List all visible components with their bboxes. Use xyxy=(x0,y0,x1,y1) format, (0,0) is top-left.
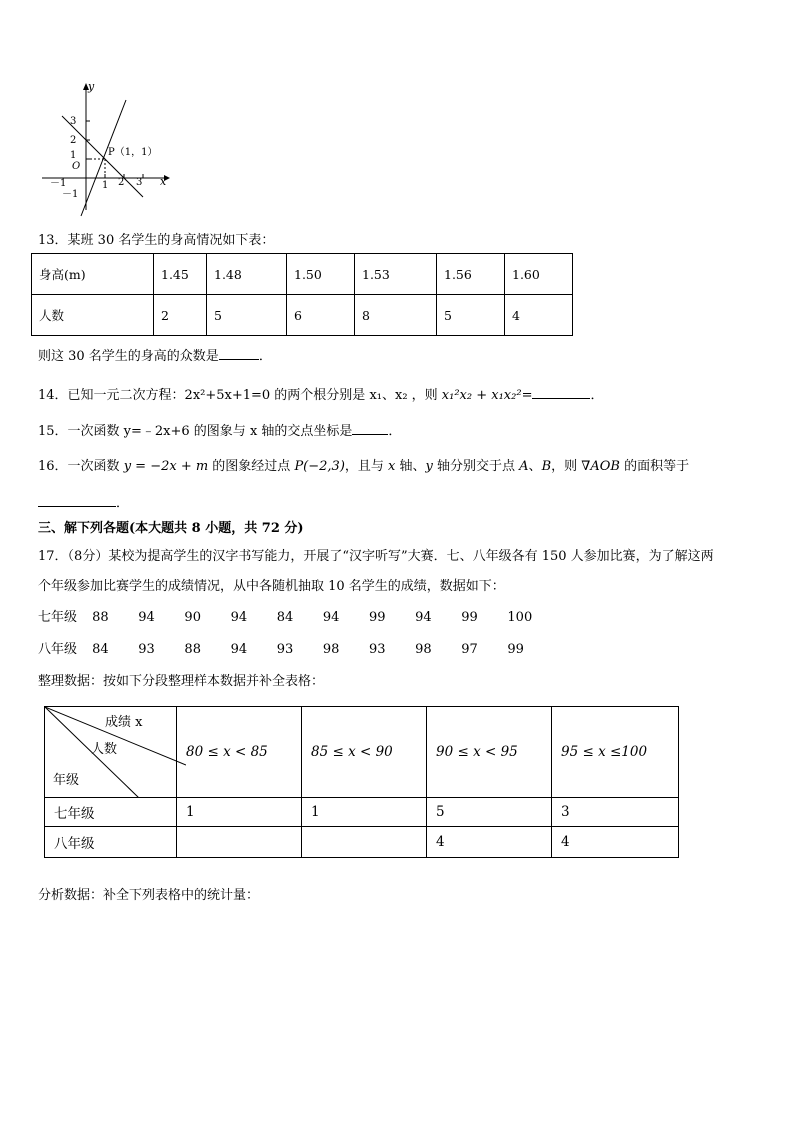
table-cell: 8 xyxy=(355,295,437,336)
table-cell: 6 xyxy=(287,295,355,336)
range-header: 85 ≤ x < 90 xyxy=(302,707,427,798)
table-cell: 3 xyxy=(552,798,679,827)
table-cell: 人数 xyxy=(32,295,154,336)
origin-label: O xyxy=(72,161,81,172)
table-cell: 4 xyxy=(427,827,552,858)
table-cell: 1 xyxy=(302,798,427,827)
x-tick-1: 1 xyxy=(102,180,109,191)
table-cell: 1.56 xyxy=(437,254,505,295)
q13-text: 13．某班 30 名学生的身高情况如下表： xyxy=(38,233,275,248)
table-cell: 1.53 xyxy=(355,254,437,295)
x-axis-label: x xyxy=(160,175,167,188)
x-tick-3: 3 xyxy=(136,177,143,188)
header-grade: 年级 xyxy=(53,773,80,788)
range-header: 90 ≤ x < 95 xyxy=(427,707,552,798)
table-row xyxy=(32,295,573,336)
y-axis-label: y xyxy=(88,80,95,93)
y-tick-1: 1 xyxy=(70,150,77,161)
q15-text: 15．一次函数 y=﹣2x+6 的图象与 x 轴的交点坐标是 ． xyxy=(38,424,402,439)
q16-answer-line: ． xyxy=(38,492,129,511)
organize-text: 整理数据：按如下分段整理样本数据并补全表格： xyxy=(38,674,325,689)
section-heading: 三、解下列各题(本大题共 8 小题，共 72 分) xyxy=(38,521,304,536)
line-increasing xyxy=(81,100,126,216)
height-table xyxy=(31,253,573,336)
q17-line2: 个年级参加比赛学生的成绩情况，从中各随机抽取 10 名学生的成绩，数据如下： xyxy=(38,579,505,594)
table-cell: 1 xyxy=(177,798,302,827)
y-tick-2: 2 xyxy=(70,135,77,146)
table-row xyxy=(45,827,679,858)
diagonal-header-cell xyxy=(45,707,177,798)
q14-text: 14．已知一元二次方程：2x²+5x+1=0 的两个根分别是 x₁、x₂ ，则 x₁²x₂ + x₁x₂²= ． xyxy=(38,388,604,403)
grade8-scores: 八年级 84 93 88 94 93 98 93 98 97 99 xyxy=(38,642,524,657)
table-cell: 身高(m) xyxy=(32,254,154,295)
x-tick-2: 2 xyxy=(118,177,125,188)
range-header: 95 ≤ x ≤100 xyxy=(552,707,679,798)
answer-blank[interactable] xyxy=(38,494,116,507)
coordinate-graph xyxy=(36,78,186,218)
grade7-scores: 七年级 88 94 90 94 84 94 99 94 99 100 xyxy=(38,610,533,625)
analyze-text: 分析数据：补全下列表格中的统计量： xyxy=(38,888,260,903)
table-row xyxy=(32,254,573,295)
table-row xyxy=(45,707,679,798)
table-cell: 2 xyxy=(154,295,207,336)
row-label: 七年级 xyxy=(45,798,177,827)
answer-blank[interactable] xyxy=(352,422,388,435)
answer-cell[interactable] xyxy=(302,827,427,858)
table-cell: 1.50 xyxy=(287,254,355,295)
score-distribution-table xyxy=(44,706,679,858)
q16-text: 16．一次函数 y = −2x + m 的图象经过点 P(−2,3)，且与 x 轴、y 轴分别交于点 A、B，则 ∇AOB 的面积等于 xyxy=(38,459,690,474)
table-cell: 5 xyxy=(207,295,287,336)
x-tick-neg1: －1 xyxy=(50,178,67,189)
y-tick-3: 3 xyxy=(70,116,77,127)
header-score: 成绩 x xyxy=(105,715,143,730)
answer-cell[interactable] xyxy=(177,827,302,858)
q17-line1: 17．（8分）某校为提高学生的汉字书写能力，开展了“汉字听写”大赛．七、八年级各有 150 人参加比赛，为了解这两 xyxy=(38,549,714,564)
table-cell: 4 xyxy=(505,295,573,336)
table-cell: 4 xyxy=(552,827,679,858)
table-cell: 5 xyxy=(437,295,505,336)
q14-expression: x₁²x₂ + x₁x₂² xyxy=(441,388,522,403)
row-label: 八年级 xyxy=(45,827,177,858)
answer-blank[interactable] xyxy=(532,386,590,399)
range-header: 80 ≤ x < 85 xyxy=(177,707,302,798)
header-count: 人数 xyxy=(91,742,118,757)
answer-blank[interactable] xyxy=(219,347,259,360)
table-cell: 1.48 xyxy=(207,254,287,295)
table-row xyxy=(45,798,679,827)
point-p-label: P（1，1） xyxy=(108,147,158,158)
table-cell: 1.45 xyxy=(154,254,207,295)
table-cell: 5 xyxy=(427,798,552,827)
q13-after: 则这 30 名学生的身高的众数是 ． xyxy=(38,349,272,364)
table-cell: 1.60 xyxy=(505,254,573,295)
y-tick-neg1: －1 xyxy=(62,189,79,200)
